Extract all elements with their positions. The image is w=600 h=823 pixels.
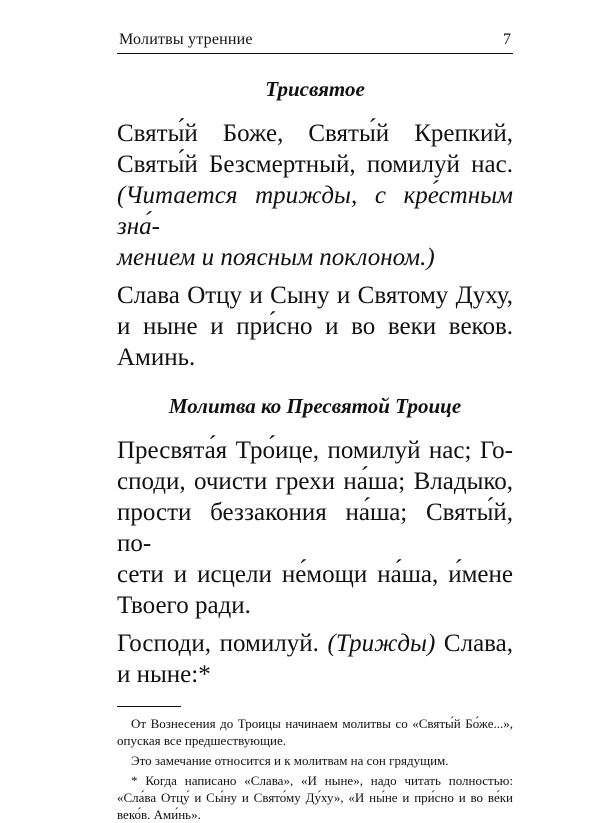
rubric-line: (Читается трижды, с кре́стным зна́- [117, 182, 513, 240]
rubric-line: мением и поясным поклоном.) [117, 244, 435, 271]
text-line: Святы́й Безсмертный, помилуй нас. [117, 151, 513, 178]
footnote-rule [117, 706, 181, 707]
text-line: Святы́й Боже, Святы́й Крепкий, [117, 120, 513, 147]
footnote: * Когда написано «Слава», «И ныне», надо читать полностью: «Сла́ва Отцу́ и Сы́ну и Свято́му Ду́ху», «И ны́не и при́сно и во ве́ки веко́в. Ами́нь». [117, 773, 513, 822]
text-line [117, 628, 513, 659]
running-title: Молитвы утренние [119, 31, 253, 48]
text-line: Слава Отцу и Сыну и Святому Духу, [117, 282, 513, 309]
footnote: Это замечание относится и к молитвам на сон грядущим. [131, 753, 449, 768]
text-line: сети и исцели не́мощи на́ша, и́мене [117, 561, 513, 588]
text-line: и ныне:* [117, 661, 211, 688]
book-page [117, 30, 513, 823]
footnote: От Вознесения до Троицы начинаем молитвы со «Святы́й Бо́же...», опуская все предшествующие. [117, 716, 513, 748]
running-header [117, 30, 513, 54]
glory-text [117, 280, 513, 373]
section-heading-trinity-prayer: Молитва ко Пресвятой Троице [168, 394, 462, 418]
text-line: споди, очисти грехи на́ша; Владыко, [117, 468, 513, 495]
text-line: прости беззакония на́ша; Святы́й, по- [117, 499, 513, 557]
trinity-prayer-text [117, 435, 513, 621]
text-line: и ныне и при́сно и во веки веков. Аминь. [117, 313, 513, 371]
text-fragment: Господи, помилуй. [117, 630, 319, 657]
text-fragment: Слава, [443, 630, 513, 657]
text-line: Твоего ради. [117, 592, 251, 619]
page-number: 7 [503, 31, 511, 48]
lord-have-mercy-text [117, 628, 513, 690]
rubric-fragment: (Трижды) [327, 630, 436, 657]
section-heading-trisagion: Трисвятое [265, 77, 365, 101]
trisagion-text [117, 118, 513, 273]
footnotes [117, 715, 513, 823]
text-line: Пресвята́я Тро́ице, помилуй нас; Го- [117, 437, 513, 464]
